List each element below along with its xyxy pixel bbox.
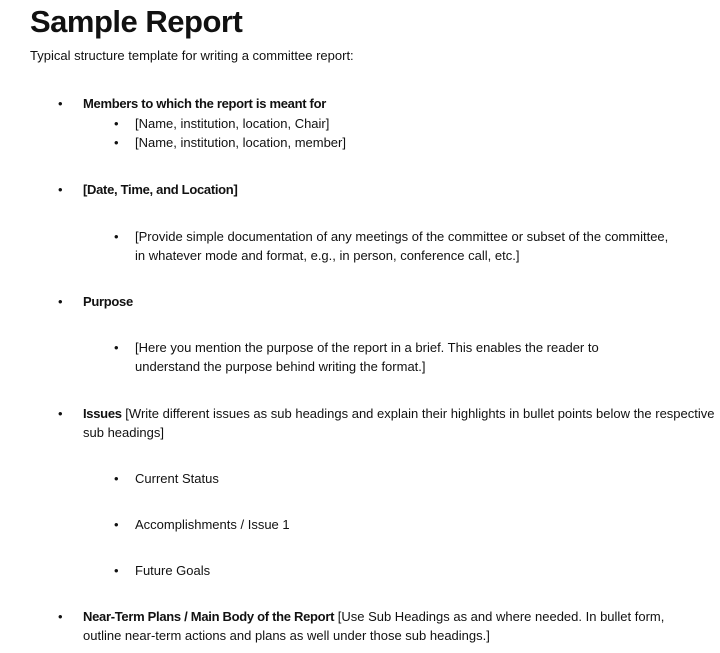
section-heading-date: [Date, Time, and Location] [83,182,238,197]
bullet-dot: • [58,96,63,111]
section-plans [83,607,703,645]
section-issues [83,404,715,442]
list-item: [Name, institution, location, Chair] [135,116,330,131]
bullet-dot: • [114,471,119,486]
bullet-dot: • [114,116,119,131]
list-item: [Here you mention the purpose of the report in a brief. This enables the reader to understand the purpose behind writing the format.] [135,340,599,374]
bullet-dot: • [58,294,63,309]
subtitle: Typical structure template for writing a committee report: [30,48,354,63]
page-title: Sample Report [30,4,243,39]
list-item: Accomplishments / Issue 1 [135,517,290,532]
bullet-dot: • [58,609,63,624]
section-heading-members: Members to which the report is meant for [83,96,326,111]
bullet-dot: • [58,406,63,421]
list-item: [Name, institution, location, member] [135,135,346,150]
bullet-dot: • [114,135,119,150]
section-heading-plans: Near-Term Plans / Main Body of the Report [83,609,335,624]
bullet-dot: • [114,517,119,532]
list-item: Current Status [135,471,219,486]
bullet-dot: • [114,340,119,355]
section-text-issues: [Write different issues as sub headings and explain their highlights in bullet points below the respective sub headings] [83,406,715,440]
bullet-dot: • [114,229,119,244]
bullet-dot: • [114,563,119,578]
section-text-plans: [Use Sub Headings as and where needed. In bullet form, outline near-term actions and plans as well under those sub headings.] [83,609,665,643]
list-item: Future Goals [135,563,211,578]
section-heading-issues: Issues [83,406,122,421]
list-item: [Provide simple documentation of any meetings of the committee or subset of the committee, in whatever mode and format, e.g., in person, conference call, etc.] [135,229,669,263]
section-heading-purpose: Purpose [83,294,133,309]
bullet-dot: • [58,182,63,197]
